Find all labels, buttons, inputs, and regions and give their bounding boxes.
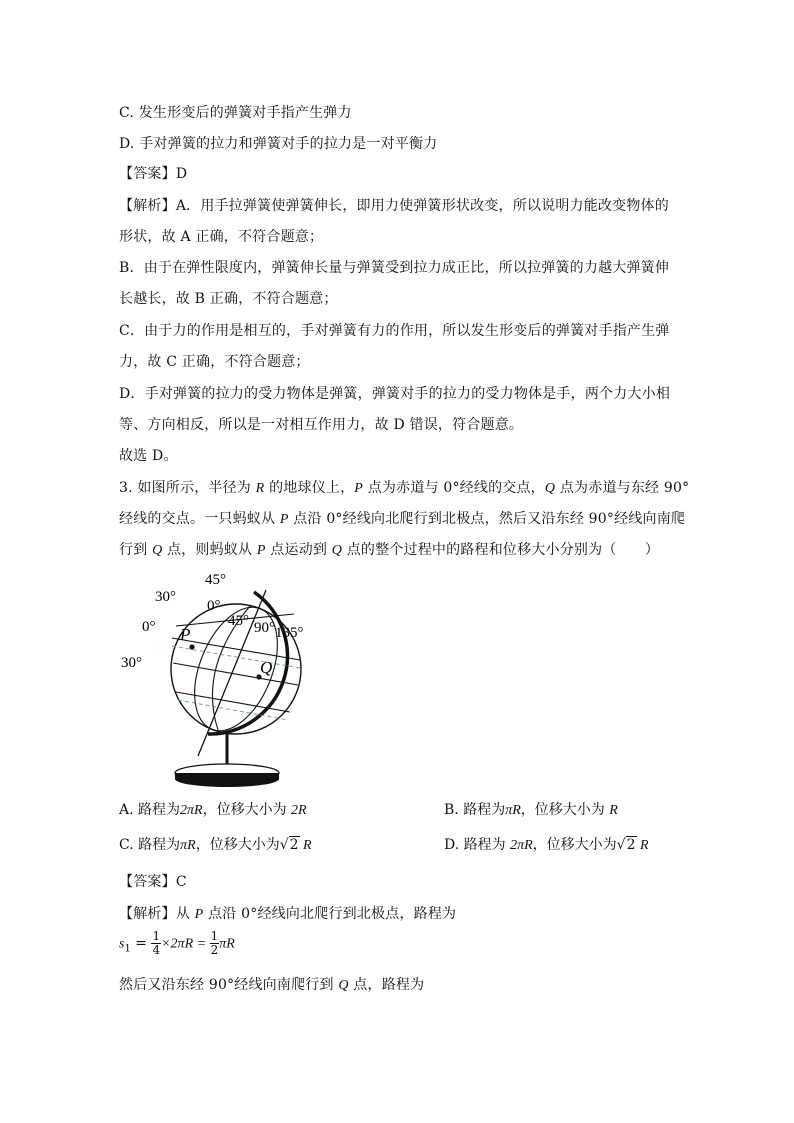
equator-line (173, 663, 298, 685)
analysis-a-line2: 形状，故 A 正确，不符合题意； (119, 229, 324, 245)
label-lat-30-bottom: 30° (121, 655, 142, 671)
globe-figure (118, 568, 318, 790)
conclusion: 故选 D。 (119, 448, 178, 464)
q3-stem-text: 点为赤道与 0°经线的交点， (363, 480, 545, 496)
q3-stem-text: 点，则蚂蚁从 (162, 542, 257, 558)
q3-stem-line3 (119, 541, 659, 560)
var-q: Q (152, 543, 163, 558)
q3-stem-text: 行到 (119, 542, 153, 558)
formula-sub: 1 (124, 943, 131, 955)
label-point-p: P (180, 625, 191, 644)
q3-analysis-line1 (119, 905, 456, 924)
option-c-tail: R (299, 838, 312, 853)
sqrt-symbol: √2 (616, 837, 636, 853)
formula-tail: πR (219, 936, 235, 952)
q3-stem-text: 的地球仪上， (264, 480, 355, 496)
option-d-mid: ，位移大小为 (532, 837, 617, 853)
formula-eq: = (130, 935, 152, 952)
label-lon-90: 90° (254, 620, 275, 636)
formula-lhs: s (119, 936, 125, 952)
q3-option-a (119, 801, 307, 820)
q3-stem-text: 3. 如图所示，半径为 (119, 480, 256, 496)
option-b-prefix: B. 路程为 (444, 802, 506, 818)
frac-num: 1 (152, 929, 161, 943)
sqrt-symbol: √2 (279, 837, 299, 853)
analysis-d-line1: D．手对弹簧的拉力的受力物体是弹簧，弹簧对手的拉力的受力物体是手，两个力大小相 (119, 386, 671, 402)
fraction-quarter (151, 930, 161, 957)
label-lat-30-top: 30° (155, 589, 176, 605)
option-a-prefix: A. 路程为 (119, 802, 181, 818)
frac-den: 4 (152, 943, 161, 957)
option-b-path: πR (505, 803, 521, 818)
option-c-prefix: C. 路程为 (119, 837, 181, 853)
fraction-half (210, 930, 220, 957)
option-a-path: 2πR (180, 803, 203, 818)
q3-stem-text: 点运动到 (265, 542, 332, 558)
q3-stem-text: 点的整个过程中的路程和位移大小分别为（ ） (342, 542, 660, 558)
option-c: C. 发生形变后的弹簧对手指产生弹力 (119, 105, 352, 121)
option-d-prefix: D. 路程为 (444, 837, 511, 853)
analysis-a-text: A．用手拉弹簧使弹簧伸长，即用力使弹簧形状改变，所以说明力能改变物体的 (175, 198, 669, 214)
label-point-q: Q (260, 658, 273, 677)
sqrt-radicand: 2 (626, 837, 636, 853)
analysis-text: 点，路程为 (348, 977, 425, 993)
analysis-label: 【解析】 (119, 198, 176, 214)
q3-answer-line (119, 873, 187, 891)
analysis-text: 从 (175, 906, 195, 922)
answer-label: 【答案】 (119, 166, 176, 182)
answer-line (119, 165, 187, 183)
analysis-d-line2: 等、方向相反，所以是一对相互作用力，故 D 错误，符合题意。 (119, 417, 524, 433)
analysis-label: 【解析】 (119, 906, 176, 922)
q3-stem-line2 (119, 510, 685, 529)
analysis-c-line1: C．由于力的作用是相互的，手对弹簧有力的作用，所以发生形变后的弹簧对手指产生弹 (119, 323, 670, 339)
option-d: D. 手对弹簧的拉力和弹簧对手的拉力是一对平衡力 (119, 136, 438, 152)
option-a-disp: 2R (291, 803, 307, 818)
var-q: Q (544, 481, 556, 496)
var-p: P (279, 512, 289, 527)
option-b-disp: R (609, 803, 618, 818)
q3-stem-line1 (119, 479, 689, 498)
option-b-mid: ，位移大小为 (520, 802, 610, 818)
option-d-path: 2πR (510, 838, 533, 853)
analysis-a-line1 (119, 197, 669, 215)
option-c-mid: ，位移大小为 (195, 837, 280, 853)
q3-option-d (444, 836, 649, 855)
label-lon-135: 135° (275, 625, 304, 641)
var-q: Q (331, 543, 343, 558)
answer-value: C (175, 874, 187, 890)
answer-label: 【答案】 (119, 874, 176, 890)
analysis-b-line1: B．由于在弹性限度内，弹簧伸长量与弹簧受到拉力成正比，所以拉弹簧的力越大弹簧伸 (119, 260, 670, 276)
option-a-mid: ，位移大小为 (202, 802, 292, 818)
q3-analysis-line2 (119, 976, 424, 995)
formula-times: ×2πR = (161, 936, 210, 952)
frac-num: 1 (210, 929, 219, 943)
answer-value: D (175, 166, 188, 182)
analysis-b-line2: 长越长，故 B 正确，不符合题意； (119, 291, 338, 307)
analysis-c-line2: 力，故 C 正确，不符合题意； (119, 354, 310, 370)
var-p: P (194, 907, 204, 922)
path-formula (119, 930, 235, 964)
var-q: Q (338, 978, 349, 993)
analysis-text: 点沿 0°经线向北爬行到北极点，路程为 (203, 906, 457, 922)
q3-option-b (444, 801, 618, 820)
point-p-dot (189, 644, 194, 649)
option-c-path: πR (180, 838, 196, 853)
var-p: P (354, 481, 364, 496)
q3-option-c (119, 836, 312, 855)
label-lat-45: 45° (205, 572, 226, 588)
var-p: P (256, 543, 266, 558)
q3-stem-text: 点沿 0°经线向北爬行到北极点，然后又沿东经 90°经线向南爬 (288, 511, 686, 527)
globe-base-rim (175, 773, 279, 787)
frac-den: 2 (210, 943, 219, 957)
label-lon-0-top: 0° (207, 598, 221, 614)
var-r: R (255, 481, 265, 496)
option-d-tail: R (636, 838, 649, 853)
analysis-text: 然后又沿东经 90°经线向南爬行到 (119, 977, 339, 993)
q3-stem-text: 点为赤道与东经 90° (555, 480, 690, 496)
q3-stem-text: 经线的交点。一只蚂蚁从 (119, 511, 280, 527)
sqrt-radicand: 2 (289, 837, 299, 853)
label-lon-45: 45° (228, 613, 249, 629)
label-lat-0: 0° (142, 619, 156, 635)
